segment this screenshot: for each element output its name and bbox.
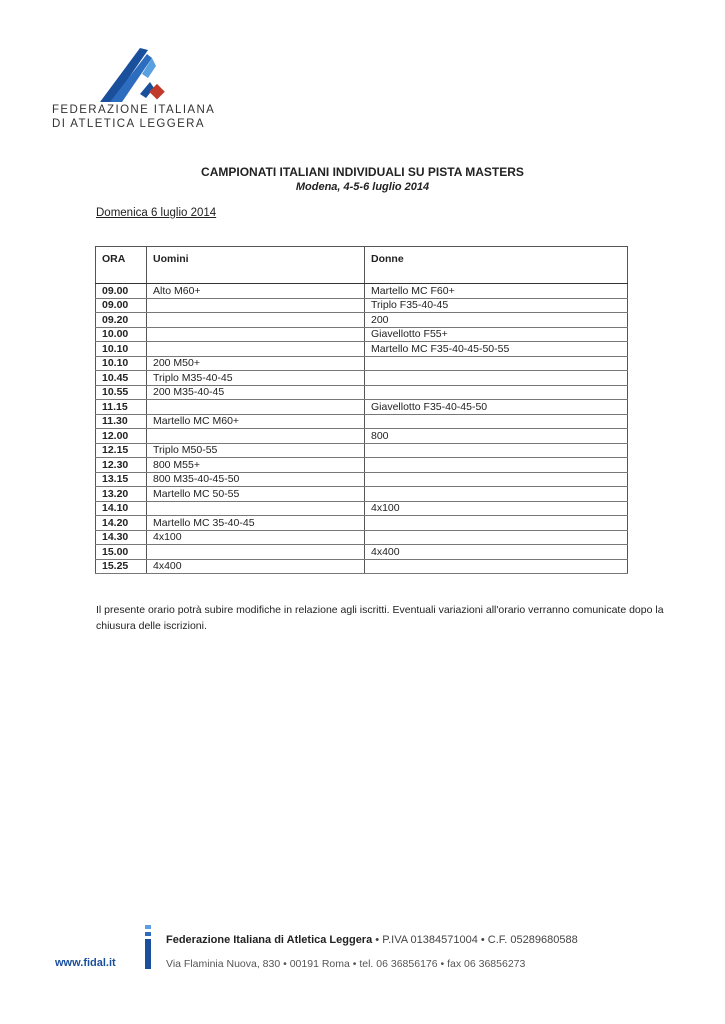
cell-uomini bbox=[147, 545, 365, 560]
cell-ora: 13.15 bbox=[96, 472, 147, 487]
table-row bbox=[96, 327, 628, 342]
cell-donne bbox=[365, 487, 628, 502]
cell-uomini bbox=[147, 400, 365, 415]
cell-ora: 13.20 bbox=[96, 487, 147, 502]
cell-uomini: Triplo M35-40-45 bbox=[147, 371, 365, 386]
table-row bbox=[96, 385, 628, 400]
cell-ora: 10.55 bbox=[96, 385, 147, 400]
cell-uomini: 4x100 bbox=[147, 530, 365, 545]
table-row bbox=[96, 458, 628, 473]
cell-ora: 15.00 bbox=[96, 545, 147, 560]
cell-uomini: 4x400 bbox=[147, 559, 365, 574]
schedule-note: Il presente orario potrà subire modifiche in relazione agli iscritti. Eventuali variazioni all'orario verranno comunicate dopo la chiusura delle iscrizioni. bbox=[96, 604, 664, 632]
footer-fiscal: • P.IVA 01384571004 • C.F. 05289680588 bbox=[375, 934, 578, 946]
cell-donne: Giavellotto F35-40-45-50 bbox=[365, 400, 628, 415]
table-row bbox=[96, 400, 628, 415]
cell-ora: 12.00 bbox=[96, 429, 147, 444]
cell-uomini bbox=[147, 327, 365, 342]
table-row bbox=[96, 342, 628, 357]
cell-uomini bbox=[147, 313, 365, 328]
cell-donne bbox=[365, 516, 628, 531]
cell-uomini: 800 M35-40-45-50 bbox=[147, 472, 365, 487]
table-row bbox=[96, 443, 628, 458]
cell-donne bbox=[365, 443, 628, 458]
page-subtitle: Modena, 4-5-6 luglio 2014 bbox=[295, 181, 430, 193]
cell-donne: 4x100 bbox=[365, 501, 628, 516]
table-row bbox=[96, 298, 628, 313]
footer-address: Via Flaminia Nuova, 830 • 00191 Roma • tel. 06 36856176 • fax 06 36856273 bbox=[166, 958, 526, 970]
cell-donne: 800 bbox=[365, 429, 628, 444]
cell-donne bbox=[365, 472, 628, 487]
info-i-icon bbox=[143, 925, 153, 969]
cell-donne: Martello MC F60+ bbox=[365, 284, 628, 299]
table-row bbox=[96, 516, 628, 531]
cell-uomini bbox=[147, 342, 365, 357]
footer-org-line bbox=[166, 934, 578, 946]
cell-donne: Martello MC F35-40-45-50-55 bbox=[365, 342, 628, 357]
cell-ora: 12.30 bbox=[96, 458, 147, 473]
cell-uomini: Martello MC M60+ bbox=[147, 414, 365, 429]
cell-donne: Giavellotto F55+ bbox=[365, 327, 628, 342]
cell-ora: 15.25 bbox=[96, 559, 147, 574]
column-header-donne: Donne bbox=[365, 247, 628, 284]
cell-ora: 12.15 bbox=[96, 443, 147, 458]
table-row bbox=[96, 472, 628, 487]
cell-donne bbox=[365, 530, 628, 545]
cell-ora: 09.00 bbox=[96, 298, 147, 313]
cell-uomini: 200 M50+ bbox=[147, 356, 365, 371]
table-row bbox=[96, 545, 628, 560]
cell-ora: 11.15 bbox=[96, 400, 147, 415]
cell-donne bbox=[365, 385, 628, 400]
cell-ora: 14.30 bbox=[96, 530, 147, 545]
cell-ora: 10.10 bbox=[96, 356, 147, 371]
cell-uomini: Martello MC 50-55 bbox=[147, 487, 365, 502]
column-header-ora: ORA bbox=[96, 247, 147, 284]
table-header-row bbox=[96, 247, 628, 284]
table-row bbox=[96, 501, 628, 516]
cell-donne: 200 bbox=[365, 313, 628, 328]
cell-donne bbox=[365, 559, 628, 574]
page-title: CAMPIONATI ITALIANI INDIVIDUALI SU PISTA MASTERS bbox=[201, 165, 524, 179]
table-row bbox=[96, 530, 628, 545]
cell-uomini: 800 M55+ bbox=[147, 458, 365, 473]
table-row bbox=[96, 414, 628, 429]
cell-ora: 11.30 bbox=[96, 414, 147, 429]
org-name: FEDERAZIONE ITALIANA DI ATLETICA LEGGERA bbox=[52, 104, 216, 130]
cell-ora: 14.10 bbox=[96, 501, 147, 516]
cell-ora: 10.10 bbox=[96, 342, 147, 357]
cell-ora: 09.00 bbox=[96, 284, 147, 299]
cell-uomini: Martello MC 35-40-45 bbox=[147, 516, 365, 531]
schedule-table bbox=[95, 246, 628, 574]
table-row bbox=[96, 429, 628, 444]
cell-ora: 10.45 bbox=[96, 371, 147, 386]
cell-uomini bbox=[147, 501, 365, 516]
cell-uomini: Alto M60+ bbox=[147, 284, 365, 299]
website-link[interactable]: www.fidal.it bbox=[55, 957, 116, 969]
table-row bbox=[96, 313, 628, 328]
table-row bbox=[96, 559, 628, 574]
cell-donne: Triplo F35-40-45 bbox=[365, 298, 628, 313]
cell-ora: 14.20 bbox=[96, 516, 147, 531]
footer-org-name: Federazione Italiana di Atletica Leggera bbox=[166, 934, 373, 946]
cell-uomini: 200 M35-40-45 bbox=[147, 385, 365, 400]
table-row bbox=[96, 356, 628, 371]
cell-donne bbox=[365, 356, 628, 371]
table-row bbox=[96, 284, 628, 299]
table-row bbox=[96, 487, 628, 502]
cell-donne: 4x400 bbox=[365, 545, 628, 560]
cell-ora: 09.20 bbox=[96, 313, 147, 328]
cell-uomini bbox=[147, 298, 365, 313]
table-row bbox=[96, 371, 628, 386]
cell-uomini: Triplo M50-55 bbox=[147, 443, 365, 458]
cell-donne bbox=[365, 414, 628, 429]
cell-donne bbox=[365, 371, 628, 386]
day-heading: Domenica 6 luglio 2014 bbox=[96, 207, 217, 219]
cell-ora: 10.00 bbox=[96, 327, 147, 342]
cell-donne bbox=[365, 458, 628, 473]
column-header-uomini: Uomini bbox=[147, 247, 365, 284]
cell-uomini bbox=[147, 429, 365, 444]
